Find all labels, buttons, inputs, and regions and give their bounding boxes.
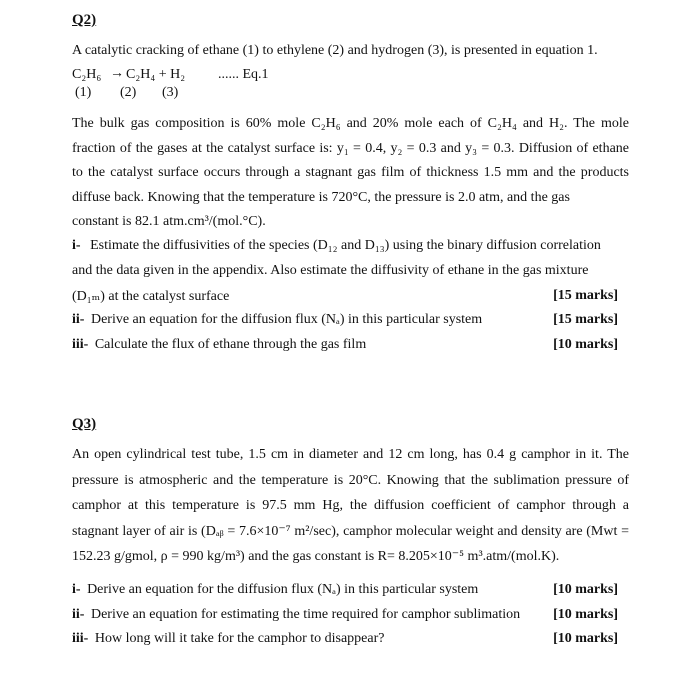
q2-para-line: constant is 82.1 atm.cm³/(mol.°C).: [72, 214, 266, 229]
item-label: i-: [72, 582, 81, 597]
eq-arrow: →: [110, 66, 124, 81]
marks-label: [10 marks]: [553, 582, 618, 597]
item-label: i-: [72, 238, 81, 253]
q2-para-line: The bulk gas composition is 60% mole C₂H₆ and 20% mole each of C₂H₄ and H₂. The mole: [72, 116, 629, 131]
item-text: and the data given in the appendix. Also estimate the diffusivity of ethane in the gas mixture: [72, 263, 589, 278]
q3-heading: Q3): [72, 416, 97, 432]
item-text: How long will it take for the camphor to disappear?: [94, 631, 385, 646]
item-label: iii-: [72, 337, 89, 352]
q3-para-line: stagnant layer of air is (Dₐᵦ = 7.6×10⁻⁷ m²/sec), camphor molecular weight and density are (Mwt =: [72, 524, 629, 539]
q2-para-line: to the catalyst surface occurs through a stagnant gas film of thickness 1.5 mm and the products: [72, 165, 629, 180]
eq-index-2: (2): [120, 85, 137, 100]
q2-para-line: fraction of the gases at the catalyst surface is: y₁ = 0.4, y₂ = 0.3 and y₃ = 0.3. Diffusion of ethane: [72, 141, 629, 156]
item-text: Derive an equation for the diffusion flux (Nₐ) in this particular system: [90, 312, 483, 327]
marks-label: [15 marks]: [553, 312, 618, 327]
q2-heading: Q2): [72, 12, 97, 28]
item-text: Calculate the flux of ethane through the gas film: [94, 337, 367, 352]
marks-label: [15 marks]: [553, 288, 618, 303]
marks-label: [10 marks]: [553, 337, 618, 352]
q2-intro: A catalytic cracking of ethane (1) to ethylene (2) and hydrogen (3), is presented in equation 1.: [72, 43, 598, 58]
marks-label: [10 marks]: [553, 631, 618, 646]
item-label: ii-: [72, 607, 85, 622]
marks-label: [10 marks]: [553, 607, 618, 622]
item-label: iii-: [72, 631, 89, 646]
item-text: Derive an equation for estimating the time required for camphor sublimation: [90, 607, 521, 622]
eq-label: ...... Eq.1: [218, 67, 269, 82]
eq-index-3: (3): [162, 85, 179, 100]
item-text: (D₁ₘ) at the catalyst surface: [72, 289, 230, 304]
q3-para-line: pressure is atmospheric and the temperature is 20°C. Knowing that the sublimation pressure of: [72, 473, 629, 488]
eq-reactant: C₂H₆: [72, 67, 102, 82]
q3-para-line: An open cylindrical test tube, 1.5 cm in diameter and 12 cm long, has 0.4 g camphor in it. The: [72, 447, 629, 462]
q3-para-line: camphor at this temperature is 97.5 mm Hg, the diffusion coefficient of camphor through a: [72, 498, 629, 513]
eq-products: C₂H₄ + H₂: [126, 67, 186, 82]
q2-para-line: diffuse back. Knowing that the temperature is 720°C, the pressure is 2.0 atm, and the gas: [72, 190, 570, 205]
eq-index-1: (1): [75, 85, 92, 100]
item-text: Derive an equation for the diffusion flux (Nₐ) in this particular system: [87, 582, 479, 597]
item-label: ii-: [72, 312, 85, 327]
item-text: Estimate the diffusivities of the species (D₁₂ and D₁₃) using the binary diffusion correlation: [90, 238, 601, 253]
q3-para-line: 152.23 g/gmol, ρ = 990 kg/m³) and the gas constant is R= 8.205×10⁻⁵ m³.atm/(mol.K).: [72, 549, 560, 564]
